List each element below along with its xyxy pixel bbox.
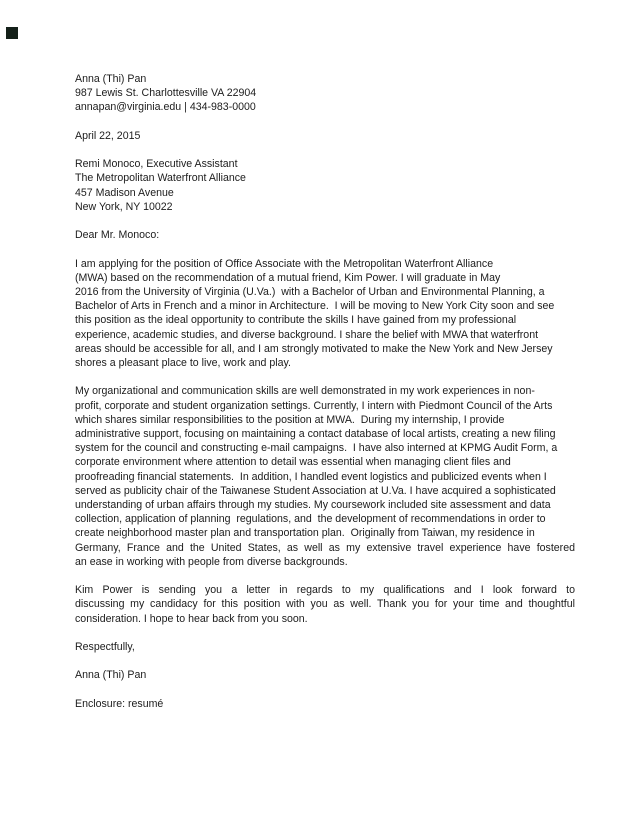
letter-line: experience, academic studies, and diverse background. I share the belief with MWA that waterfront <box>75 328 539 341</box>
recipient-street: 457 Madison Avenue <box>75 186 174 199</box>
letter-line: Bachelor of Arts in French and a minor in Architecture. I will be moving to New York City soon and see <box>75 300 555 313</box>
letter-line: I am applying for the position of Office Associate with the Metropolitan Waterfront Alliance <box>75 257 494 270</box>
letter-line: an ease in working with people from diverse backgrounds. <box>75 555 348 568</box>
letter-line: proofreading financial statements. In addition, I handled event logistics and publicized events when I <box>75 470 547 483</box>
letter-line: Kim Power is sending you a letter in regards to my qualifications and I look forward to <box>75 584 575 597</box>
enclosure-block <box>75 697 575 711</box>
letter-line: (MWA) based on the recommendation of a mutual friend, Kim Power. I will graduate in May <box>75 271 501 284</box>
letter-line: served as publicity chair of the Taiwanese Student Association at U.Va. I have acquired a sophisticated <box>75 484 556 497</box>
letter-date: April 22, 2015 <box>75 129 141 142</box>
letter-line: 2016 from the University of Virginia (U.Va.) with a Bachelor of Urban and Environmental Planning, a <box>75 285 545 298</box>
salutation: Dear Mr. Monoco: <box>75 229 160 242</box>
recipient-name-title: Remi Monoco, Executive Assistant <box>75 158 238 171</box>
signature-name: Anna (Thi) Pan <box>75 669 147 682</box>
letter-line: corporate environment where attention to detail was essential when managing client files and <box>75 456 511 469</box>
letter-line: create neighborhood master plan and transportation plan. Originally from Taiwan, my residence in <box>75 527 535 540</box>
sender-block <box>75 72 575 115</box>
paragraph-2 <box>75 384 575 569</box>
letter-line: Germany, France and the United States, as well as my extensive travel experience have fostered <box>75 541 575 554</box>
letter-line: this position as the ideal opportunity to contribute the skills I have gained from my professional <box>75 314 517 327</box>
paragraph-3 <box>75 583 575 626</box>
sender-contact: annapan@virginia.edu | 434-983-0000 <box>75 101 256 114</box>
letter-line: administrative support, focusing on maintaining a contact database of local artists, creating a new filing <box>75 428 556 440</box>
letter-line: consideration. I hope to hear back from you soon. <box>75 612 308 625</box>
recipient-block <box>75 157 575 214</box>
letter-line: collection, application of planning regulations, and the development of recommendations in order to <box>75 513 546 526</box>
closing-block <box>75 640 575 654</box>
closing: Respectfully, <box>75 641 135 654</box>
salutation-block <box>75 228 575 242</box>
letter-line: system for the council and constructing e-mail campaigns. I have also interned at KPMG Audit Form, a <box>75 442 558 455</box>
letter-line: profit, corporate and student organization settings. Currently, I intern with Piedmont Council of the Arts <box>75 399 553 412</box>
letter-line: understanding of urban affairs through my studies. My coursework included site assessment and data <box>75 499 551 512</box>
paragraph-1 <box>75 257 575 371</box>
letter-line: areas should be accessible for all, and I am strongly motivated to make the New York and New Jersey <box>75 342 553 355</box>
date-block <box>75 129 575 143</box>
corner-mark <box>6 27 18 39</box>
enclosure-note: Enclosure: resumé <box>75 697 164 710</box>
letter-line: shores a pleasant place to live, work and play. <box>75 357 291 369</box>
letter-line: discussing my candidacy for this position with you as well. Thank you for your time and thoughtful <box>75 598 575 611</box>
recipient-organization: The Metropolitan Waterfront Alliance <box>75 172 246 185</box>
recipient-city: New York, NY 10022 <box>75 200 173 213</box>
letter-line: which shares similar responsibilities to the position at MWA. During my internship, I provide <box>75 413 505 426</box>
signature-block <box>75 668 575 682</box>
letter-content <box>75 72 575 725</box>
sender-name: Anna (Thi) Pan <box>75 73 147 85</box>
sender-address: 987 Lewis St. Charlottesville VA 22904 <box>75 87 257 100</box>
letter-line: My organizational and communication skills are well demonstrated in my work experiences in non- <box>75 385 535 398</box>
